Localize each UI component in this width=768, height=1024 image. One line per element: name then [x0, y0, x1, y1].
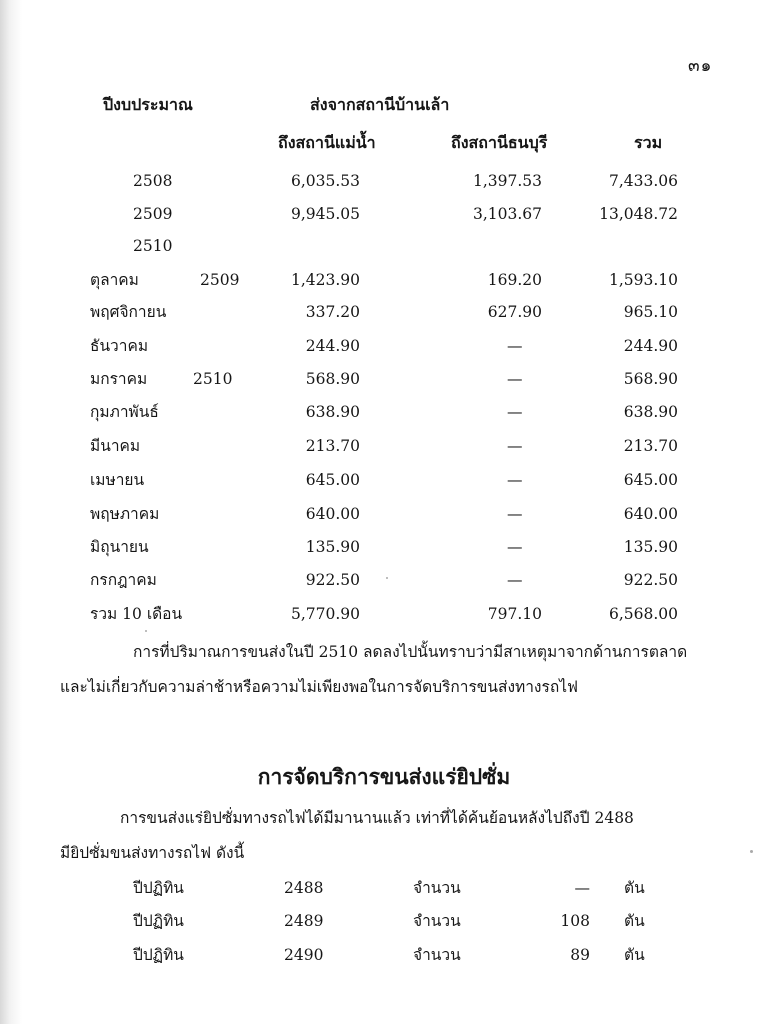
- row-maenam: 638.90: [305, 403, 360, 421]
- row-label: พฤษภาคม: [90, 505, 160, 523]
- row-label: กุมภาพันธ์: [90, 403, 159, 421]
- scan-speck: [750, 850, 753, 853]
- header-to-thonburi: ถึงสถานีธนบุรี: [451, 133, 548, 152]
- gypsum-unit: ตัน: [624, 946, 645, 964]
- row-maenam: 640.00: [305, 505, 360, 523]
- row-maenam: 645.00: [305, 471, 360, 489]
- gypsum-year: 2489: [284, 912, 324, 930]
- header-total: รวม: [634, 133, 663, 152]
- gypsum-amount-label: จำนวน: [413, 946, 461, 964]
- paragraph-1-line-2: และไม่เกี่ยวกับความล่าช้าหรือความไม่เพียงพอในการจัดบริการขนส่งทางรถไฟ: [60, 678, 578, 696]
- row-thonburi: 169.20: [487, 271, 542, 289]
- row-sub-year: 2509: [200, 271, 240, 289]
- paragraph-1-line-1: การที่ปริมาณการขนส่งในปี 2510 ลดลงไปนั้นทราบว่ามีสาเหตุมาจากด้านการตลาด: [133, 643, 688, 661]
- row-sub-year: 2510: [193, 370, 233, 388]
- gypsum-amount: 108: [560, 912, 590, 930]
- row-label: รวม 10 เดือน: [90, 605, 183, 623]
- gypsum-unit: ตัน: [624, 912, 645, 930]
- row-maenam: 568.90: [305, 370, 360, 388]
- row-label: มกราคม: [90, 370, 148, 388]
- row-thonburi: —: [507, 571, 523, 589]
- row-total: 244.90: [623, 337, 678, 355]
- row-thonburi: —: [507, 337, 523, 355]
- row-total: 638.90: [623, 403, 678, 421]
- row-label: 2510: [133, 237, 173, 255]
- row-total: 13,048.72: [599, 205, 678, 223]
- gypsum-amount: 89: [570, 946, 590, 964]
- row-total: 568.90: [623, 370, 678, 388]
- row-thonburi: 627.90: [487, 303, 542, 321]
- row-total: 213.70: [623, 437, 678, 455]
- header-shipped-from: ส่งจากสถานีบ้านเล้า: [310, 95, 450, 114]
- gypsum-year: 2490: [284, 946, 324, 964]
- gypsum-label: ปีปฏิทิน: [133, 912, 184, 930]
- row-label: กรกฎาคม: [90, 571, 157, 589]
- gypsum-label: ปีปฏิทิน: [133, 946, 184, 964]
- row-maenam: 213.70: [305, 437, 360, 455]
- row-thonburi: —: [507, 538, 523, 556]
- row-total: 645.00: [623, 471, 678, 489]
- row-thonburi: —: [507, 505, 523, 523]
- row-total: 640.00: [623, 505, 678, 523]
- row-maenam: 9,945.05: [290, 205, 360, 223]
- paragraph-2-line-2: มียิปซั่มขนส่งทางรถไฟ ดังนี้: [60, 844, 245, 862]
- header-to-maenam: ถึงสถานีแม่น้ำ: [278, 133, 376, 152]
- row-label: ธันวาคม: [90, 337, 149, 355]
- gypsum-label: ปีปฏิทิน: [133, 879, 184, 897]
- row-label: 2508: [133, 172, 173, 190]
- row-thonburi: —: [507, 403, 523, 421]
- row-label: เมษายน: [90, 471, 145, 489]
- row-thonburi: —: [507, 370, 523, 388]
- row-thonburi: 797.10: [487, 605, 542, 623]
- row-total: 7,433.06: [608, 172, 678, 190]
- row-label: พฤศจิกายน: [90, 303, 167, 321]
- row-total: 1,593.10: [608, 271, 678, 289]
- scan-speck: [386, 577, 388, 579]
- row-thonburi: —: [507, 471, 523, 489]
- row-label: มีนาคม: [90, 437, 141, 455]
- paragraph-2-line-1: การขนส่งแร่ยิปซั่มทางรถไฟได้มีมานานแล้ว เท่าที่ได้ค้นย้อนหลังไปถึงปี 2488: [120, 809, 634, 827]
- page-number: ๓๑: [688, 56, 713, 76]
- row-thonburi: —: [507, 437, 523, 455]
- scan-speck: [145, 630, 147, 632]
- row-maenam: 337.20: [305, 303, 360, 321]
- row-maenam: 1,423.90: [290, 271, 360, 289]
- row-total: 6,568.00: [608, 605, 678, 623]
- row-maenam: 922.50: [305, 571, 360, 589]
- row-label: มิถุนายน: [90, 538, 149, 556]
- header-fiscal-year: ปีงบประมาณ: [103, 95, 193, 114]
- row-total: 922.50: [623, 571, 678, 589]
- row-thonburi: 1,397.53: [472, 172, 542, 190]
- row-total: 135.90: [623, 538, 678, 556]
- row-total: 965.10: [623, 303, 678, 321]
- gypsum-amount: —: [574, 879, 590, 897]
- gypsum-unit: ตัน: [624, 879, 645, 897]
- row-maenam: 244.90: [305, 337, 360, 355]
- gypsum-year: 2488: [284, 879, 324, 897]
- gypsum-amount-label: จำนวน: [413, 912, 461, 930]
- row-label: ตุลาคม: [90, 271, 139, 289]
- gypsum-amount-label: จำนวน: [413, 879, 461, 897]
- row-thonburi: 3,103.67: [472, 205, 542, 223]
- row-maenam: 6,035.53: [290, 172, 360, 190]
- row-label: 2509: [133, 205, 173, 223]
- section-title: การจัดบริการขนส่งแร่ยิปซั่ม: [257, 764, 511, 789]
- row-maenam: 5,770.90: [290, 605, 360, 623]
- row-maenam: 135.90: [305, 538, 360, 556]
